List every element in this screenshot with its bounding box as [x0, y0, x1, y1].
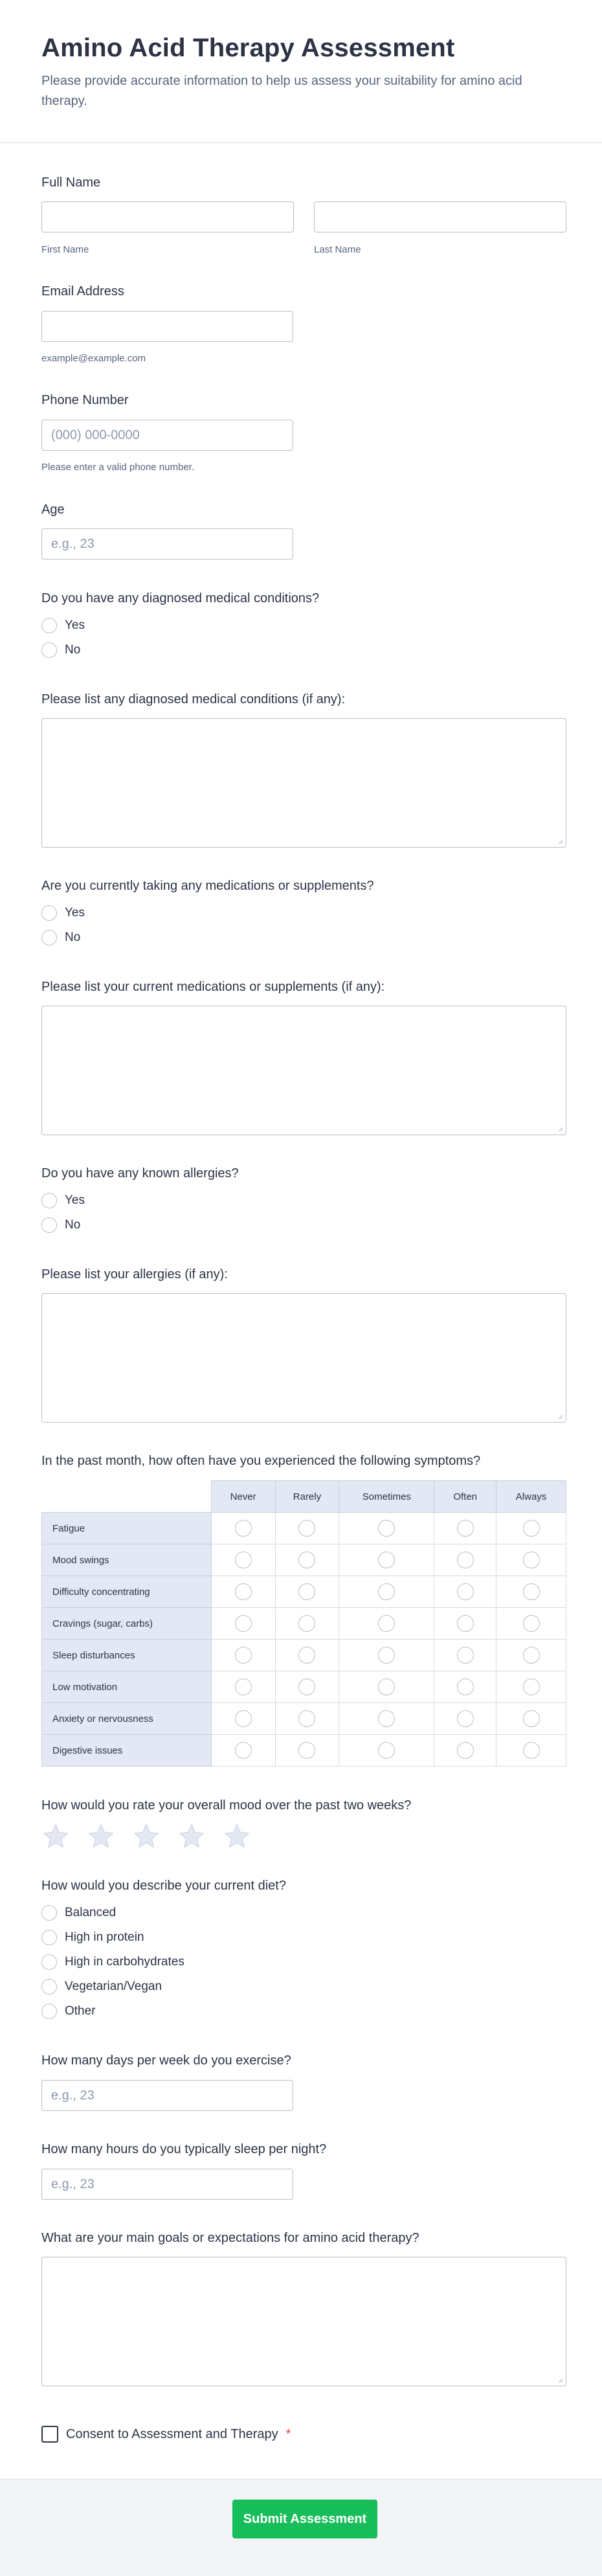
matrix-cell [211, 1608, 275, 1640]
matrix-radio[interactable] [298, 1710, 315, 1727]
matrix-cell [211, 1735, 275, 1767]
column-header: Rarely [275, 1481, 339, 1513]
required-mark: * [285, 2426, 291, 2441]
matrix-cell [496, 1544, 566, 1576]
radio-label: High in carbohydrates [65, 1955, 184, 1969]
matrix-radio[interactable] [523, 1710, 540, 1727]
radio-button[interactable] [41, 1193, 57, 1208]
last-name-sublabel: Last Name [314, 244, 361, 255]
diet-option[interactable] [41, 2004, 96, 2019]
radio-label: High in protein [65, 1930, 144, 1944]
medications-list-label: Please list your current medications or supplements (if any): [41, 980, 385, 994]
radio-label: Yes [65, 618, 85, 632]
matrix-cell [275, 1576, 339, 1608]
phone-sublabel: Please enter a valid phone number. [41, 462, 194, 473]
goals-textarea[interactable] [41, 2257, 566, 2386]
matrix-cell [275, 1608, 339, 1640]
consent-label: Consent to Assessment and Therapy [66, 2426, 278, 2441]
allergies-no[interactable] [41, 1217, 80, 1233]
matrix-cell [434, 1735, 496, 1767]
matrix-radio[interactable] [298, 1678, 315, 1695]
matrix-radio[interactable] [523, 1742, 540, 1759]
matrix-radio[interactable] [378, 1647, 395, 1664]
matrix-radio[interactable] [235, 1710, 252, 1727]
matrix-radio[interactable] [523, 1583, 540, 1600]
star-icon[interactable] [41, 1822, 70, 1851]
radio-label: No [65, 643, 81, 657]
matrix-radio[interactable] [523, 1520, 540, 1537]
matrix-row [42, 1671, 566, 1703]
matrix-cell [339, 1608, 434, 1640]
form-title: Amino Acid Therapy Assessment [41, 34, 455, 62]
matrix-cell [275, 1544, 339, 1576]
matrix-row-label: Digestive issues [42, 1735, 212, 1767]
matrix-radio[interactable] [378, 1552, 395, 1568]
form-subtitle: Please provide accurate information to help us assess your suitability for amino acid therapy. [41, 74, 522, 108]
age-label: Age [41, 503, 65, 517]
matrix-radio[interactable] [235, 1678, 252, 1695]
radio-button[interactable] [41, 642, 57, 658]
star-icon[interactable] [132, 1822, 161, 1851]
matrix-radio[interactable] [457, 1710, 474, 1727]
column-header: Always [496, 1481, 566, 1513]
matrix-cell [211, 1671, 275, 1703]
goals-label: What are your main goals or expectations for amino acid therapy? [41, 2231, 419, 2245]
radio-button[interactable] [41, 1979, 57, 1994]
medical-conditions-list-label: Please list any diagnosed medical conditions (if any): [41, 692, 346, 706]
form-header [0, 0, 602, 143]
matrix-cell [496, 1608, 566, 1640]
diet-option[interactable] [41, 1979, 162, 1994]
radio-label: No [65, 931, 81, 944]
matrix-cell [339, 1671, 434, 1703]
matrix-radio[interactable] [378, 1742, 395, 1759]
radio-button[interactable] [41, 1905, 57, 1921]
diet-option[interactable] [41, 1905, 116, 1921]
matrix-cell [434, 1671, 496, 1703]
matrix-radio[interactable] [298, 1552, 315, 1568]
matrix-radio[interactable] [235, 1647, 252, 1664]
matrix-cell [211, 1544, 275, 1576]
matrix-cell [275, 1640, 339, 1671]
phone-label: Phone Number [41, 393, 129, 407]
matrix-cell [275, 1513, 339, 1544]
medical-conditions-question: Do you have any diagnosed medical conditions? [41, 591, 320, 605]
matrix-radio[interactable] [298, 1615, 315, 1632]
allergies-yes[interactable] [41, 1193, 85, 1208]
radio-label: Yes [65, 906, 85, 920]
matrix-radio[interactable] [298, 1647, 315, 1664]
matrix-cell [434, 1544, 496, 1576]
matrix-cell [211, 1513, 275, 1544]
medications-textarea[interactable] [41, 1006, 566, 1135]
resize-grip-icon[interactable] [557, 838, 563, 844]
matrix-cell [339, 1640, 434, 1671]
sleep-label: How many hours do you typically sleep per night? [41, 2142, 327, 2156]
matrix-row [42, 1513, 566, 1544]
radio-label: Other [65, 2004, 96, 2018]
allergies-question: Do you have any known allergies? [41, 1166, 239, 1181]
matrix-radio[interactable] [457, 1583, 474, 1600]
matrix-cell [434, 1513, 496, 1544]
last-name-input[interactable] [314, 201, 566, 232]
allergies-textarea[interactable] [41, 1293, 566, 1423]
matrix-row-label: Sleep disturbances [42, 1640, 212, 1671]
email-sublabel: example@example.com [41, 353, 146, 364]
resize-grip-icon[interactable] [557, 2377, 563, 2383]
resize-grip-icon[interactable] [557, 1125, 563, 1132]
matrix-radio[interactable] [235, 1742, 252, 1759]
sleep-input[interactable] [41, 2169, 293, 2200]
matrix-row-label: Difficulty concentrating [42, 1576, 212, 1608]
medications-no[interactable] [41, 930, 80, 945]
radio-button[interactable] [41, 1217, 57, 1233]
matrix-radio[interactable] [378, 1520, 395, 1537]
matrix-radio[interactable] [235, 1552, 252, 1568]
age-input[interactable] [41, 528, 293, 559]
matrix-cell [496, 1576, 566, 1608]
matrix-radio[interactable] [298, 1583, 315, 1600]
star-icon[interactable] [87, 1822, 115, 1851]
matrix-cell [434, 1608, 496, 1640]
allergies-list-label: Please list your allergies (if any): [41, 1267, 228, 1282]
matrix-row-label: Low motivation [42, 1671, 212, 1703]
star-icon[interactable] [177, 1822, 206, 1851]
matrix-cell [496, 1671, 566, 1703]
radio-label: No [65, 1218, 81, 1232]
star-rating[interactable] [41, 1822, 251, 1851]
mood-question: How would you rate your overall mood over the past two weeks? [41, 1798, 412, 1813]
matrix-cell [496, 1703, 566, 1735]
matrix-cell [434, 1576, 496, 1608]
email-input[interactable] [41, 311, 293, 342]
matrix-row [42, 1735, 566, 1767]
radio-button[interactable] [41, 2004, 57, 2019]
matrix-cell [275, 1671, 339, 1703]
matrix-row [42, 1640, 566, 1671]
medications-question: Are you currently taking any medications or supplements? [41, 879, 374, 893]
matrix-row-label: Mood swings [42, 1544, 212, 1576]
radio-label: Vegetarian/Vegan [65, 1980, 162, 1993]
matrix-radio[interactable] [235, 1615, 252, 1632]
matrix-radio[interactable] [457, 1678, 474, 1695]
matrix-radio[interactable] [457, 1552, 474, 1568]
matrix-radio[interactable] [378, 1710, 395, 1727]
resize-grip-icon[interactable] [557, 1413, 563, 1419]
phone-input[interactable] [41, 420, 293, 451]
matrix-radio[interactable] [298, 1742, 315, 1759]
medications-yes[interactable] [41, 905, 85, 921]
matrix-radio[interactable] [457, 1647, 474, 1664]
matrix-cell [434, 1703, 496, 1735]
matrix-cell [339, 1544, 434, 1576]
matrix-cell [275, 1735, 339, 1767]
matrix-cell [211, 1703, 275, 1735]
symptoms-matrix [41, 1480, 566, 1767]
matrix-radio[interactable] [523, 1552, 540, 1568]
diet-question: How would you describe your current diet? [41, 1879, 286, 1893]
radio-label: Balanced [65, 1906, 117, 1919]
full-name-label: Full Name [41, 175, 101, 190]
medical-conditions-yes[interactable] [41, 618, 85, 633]
column-header: Often [434, 1481, 496, 1513]
radio-button[interactable] [41, 930, 57, 945]
matrix-radio[interactable] [457, 1520, 474, 1537]
symptoms-question: In the past month, how often have you experienced the following symptoms? [41, 1454, 481, 1468]
exercise-label: How many days per week do you exercise? [41, 2053, 291, 2068]
radio-button[interactable] [41, 1954, 57, 1970]
consent-checkbox[interactable] [41, 2426, 58, 2443]
matrix-radio[interactable] [298, 1520, 315, 1537]
matrix-cell [339, 1735, 434, 1767]
exercise-input[interactable] [41, 2080, 293, 2111]
matrix-radio[interactable] [378, 1615, 395, 1632]
column-header: Sometimes [339, 1481, 434, 1513]
matrix-cell [211, 1576, 275, 1608]
diet-option[interactable] [41, 1930, 144, 1945]
radio-label: Yes [65, 1193, 85, 1207]
matrix-cell [496, 1513, 566, 1544]
star-icon[interactable] [223, 1822, 251, 1851]
matrix-cell [496, 1640, 566, 1671]
column-header: Never [211, 1481, 275, 1513]
radio-button[interactable] [41, 1930, 57, 1945]
matrix-cell [211, 1640, 275, 1671]
matrix-row-label: Cravings (sugar, carbs) [42, 1608, 212, 1640]
submit-button[interactable]: Submit Assessment [232, 2500, 377, 2538]
matrix-row [42, 1608, 566, 1640]
medical-conditions-no[interactable] [41, 642, 80, 658]
matrix-cell [275, 1703, 339, 1735]
matrix-cell [339, 1513, 434, 1544]
matrix-radio[interactable] [457, 1742, 474, 1759]
matrix-row [42, 1576, 566, 1608]
matrix-row [42, 1544, 566, 1576]
matrix-cell [434, 1640, 496, 1671]
matrix-radio[interactable] [523, 1615, 540, 1632]
radio-button[interactable] [41, 905, 57, 921]
matrix-radio[interactable] [457, 1615, 474, 1632]
matrix-radio[interactable] [378, 1678, 395, 1695]
radio-button[interactable] [41, 618, 57, 633]
matrix-cell [339, 1703, 434, 1735]
matrix-radio[interactable] [235, 1520, 252, 1537]
diet-option[interactable] [41, 1954, 184, 1970]
matrix-radio[interactable] [523, 1678, 540, 1695]
matrix-corner [42, 1481, 212, 1513]
matrix-radio[interactable] [235, 1583, 252, 1600]
medical-conditions-textarea[interactable] [41, 718, 566, 848]
matrix-radio[interactable] [378, 1583, 395, 1600]
matrix-body [42, 1513, 566, 1767]
matrix-cell [339, 1576, 434, 1608]
first-name-sublabel: First Name [41, 244, 89, 255]
email-label: Email Address [41, 284, 124, 299]
matrix-row-label: Anxiety or nervousness [42, 1703, 212, 1735]
first-name-input[interactable] [41, 201, 294, 232]
matrix-row-label: Fatigue [42, 1513, 212, 1544]
matrix-cell [496, 1735, 566, 1767]
consent-checkbox-row[interactable] [41, 2426, 291, 2443]
matrix-row [42, 1703, 566, 1735]
matrix-radio[interactable] [523, 1647, 540, 1664]
